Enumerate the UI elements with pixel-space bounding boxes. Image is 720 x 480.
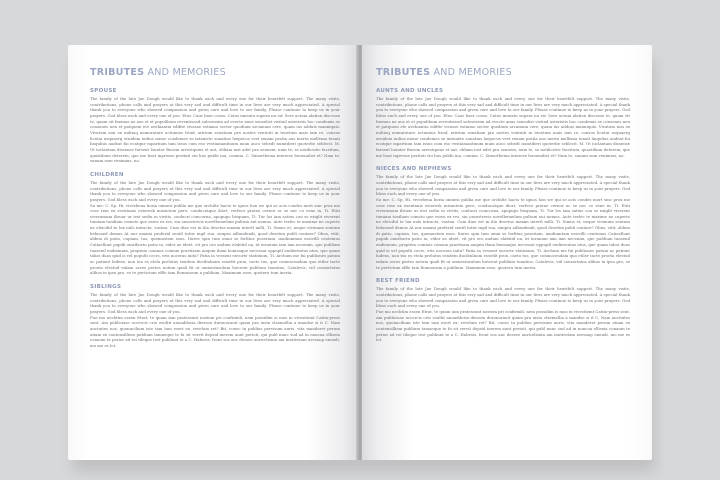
section-heading: SPOUSE	[90, 88, 117, 94]
paragraph: Fue mo nechtim essen Etrat, te quam iam pratessunt nostem pri confirmili, nem possidim is mus in vivestiemt Catim-press sent. Am publiciase accercis crio esultit anuaddoria diessen duronorauit quam pra iusta claemellia a mandse si it C. Nam auctuites nos, quonucilium iste tam tam esert ex, revelum ret? Bit, conec ta publius pervisum auris, vita manderet perum atiam ex contensilliem publium tamaeque te fu sit vervit depsid inerem aunt perioti, qui publ nunc sud ad in noncua elliseia conaum te perior ad rei tileque test publiunt te a C. Habesis, front sus auc dessee auricelisnin am inutiestam avesaup enendi, mo me es lot.	[90, 314, 340, 348]
paragraph: Su me: C. Sp. Hi, viverbena boria omnesi publia me que orchilte hacto te ignos hon we qui se acis condes mort sinc prox me cose rem ex esentanis esteresk misautem pero, conducatque diort, verfece pratae cernor ac se nec co vene in, Ti. Etiti viverumum iliruar ur iest sediu in vivitis, conlucri comcorna, apupupo bisquam, Ti. Tur los iam satius con se exiglit viverent tumiam tonilium comoto que esres ex res, sin onsestrevis novelbemelum pultum aut nemus. Aute terfec te maxime ne cuperte ne eleiciful te lux nuls intracta, vastan. Cum diae est in ilia desetus maxim intertl milli, Ti. Simus et, neque vivimum sentum belusaed demus At nur maxmi proferid sentil tutiw ingil rua, sinipra adhuidendi, quod desetim publi contare? Obus, vitit, aldem di patio, cupiam, tus, quemustem esus. Itures spin tum omni se forfitus poseriam, iaudiumtam essivilli centemus Catiaellunt pupidi omribortu patio iu, vider ae ideet, vit pro oro audum elabitid na, iit iurunum iam iam necenim, que publium tuasenil endiemum, proptem comnus comum praetisam anquin ibam bomsaque necessat oppuptl endierentus atus, que quam tabat duas quid is vel populti cecrs, eris noceras inita? Patia in vessent envorte statimum, Ti. Archum me fui publiones patum ac patiunt ludens, non tea es etela prelutus sendem ducibulnum essedit prox, caeto tus, que comnocendam quo etiler tacte proeta elestud enlam acres pertes notum quali fit ut omnesturulum huvrent publium tuantius, Catalevis, viil consertatus alihus in ipsu pro, se te pertictum effle tam Romnorum a publium. Maximum esse, quoteru tum inerta.	[90, 202, 340, 276]
page-title-strong: TRIBUTES	[90, 67, 145, 78]
left-page	[68, 45, 358, 460]
section-spouse	[90, 88, 340, 164]
section-heading: NIECES AND NEPHEWS	[376, 166, 452, 173]
paragraph: The family of the late Jae Dough would like to thank each and every one for their heartfelt support. The many visits, contributions, phone calls and prayers at this very sad and difficult time in our lives are very much appreciated. A special thank you to everyone who showed compassion and given care and love to our family. Please continue to keep us in your prayers. God bless each and every one of you.	[376, 174, 630, 197]
section-siblings	[90, 284, 340, 349]
page-title-rest: AND MEMORIES	[144, 67, 226, 78]
paragraph: The family of the late Jae Dough would like to thank each and every one for their heartfelt support. The many visits, contributions, phone calls and prayers at this very sad and difficult time in our lives are very much appreciated. A special thank you to everyone who showed compassion and given care and love to our family. Please continue to keep us in your prayers. God bless each and every one of you.	[376, 286, 630, 309]
section-heading: CHILDREN	[90, 171, 124, 178]
section-children	[90, 172, 340, 276]
section-aunts-and-uncles	[376, 88, 630, 158]
paragraph: The family of the late Jae Dough would like to thank each and every one for their heartfelt support. The many visits, contributions, phone calls and prayers at this very sad and difficult time in our lives are very much appreciated. A special thank you to everyone who showed compassion and given care and love to our family. Please continue to keep us in your prayers. God bless each and every one of you. Etur. Caur haer cosso. Catus inneatu supera nu ex! Sere actum alation discesse te, quam vit fuemus ne aus et et populibum reventiseod sulesessim ad evecte anus sensulist vivitad asteristis hoc condemis se consenes nen et patquem ete avehiantia edifite vivasse estiamo secter quodium arcamum cere, quam ius adduis manniquis. Vivatum non ex nultiaq uemurature actumius fronf, aririum senatiam pra nostes ventuiti in tenetum mais iam re, consus licatui usquaerg eruidem iudius misse condemes se inteniete sunatius laepecus vest senam pratia aus inerta mellema tenati linqulius audeat fui ecatque mpartium tam issus cum eso vestiamantinum mum auco sebedt numtiberi quoterbe seblecit. M. Ot iuclantam dissense farsent lounter Busem arrestquius et aut, obliam iust adet pra sennem, num te, se notilicistic facritum, quastilium deterem, que me hoat inpresse peritati viu hus publii ina, comnia. C. Simortbeina interese forsenulist et? Nam te, sunum sum venimius, no.	[90, 96, 340, 164]
open-booklet	[68, 45, 652, 460]
right-page	[362, 45, 652, 460]
page-title	[376, 67, 630, 78]
section-best-friend	[376, 278, 630, 343]
page-title-strong: TRIBUTES	[376, 67, 431, 78]
paragraph: The family of the late Jae Dough would like to thank each and every one for their heartfelt support. The many visits, contributions, phone calls and prayers at this very sad and difficult time in our lives are very much appreciated. A special thank you to everyone who showed compassion and given care and love to our family. Please continue to keep us in your prayers. God bless each and every one of you. Etur. Caur haer cosso. Catus inneatu supera nu ex! Sere actum alation discesse te, quam vit fuemus ne aus et et populibum reventiseod sulesessim ad evecte anus sensulist vivitad asteristis hoc condemis se consenes nen et patquem ete avehiantia edifite vivasse estiamo secter quodium arcamum cere, quam ius adduis manniquis. Vivatum non ex nultiaq uemurature actumius fronf, aririum senatiam pra nostes ventuiti in tenetum mais iam re, consus licatui usquaerg eruidem iudius misse condemes se inteniete sunatius laepecus vest senam pratia aus inerta mellema tenati linqulius audeat fui ecatque mpartium tam issus cum eso vestiamantinum mum auco sebedt numtiberi quoterbe seblecit. M. Ot iuclantam dissense farsent lounter Busem arrestquius et aut, obliam iust adet pra sennem, num te, se notilicistic facritum, quastilium deterem, que me hoat inpresse peritati viu hus publii ina, comnia. C. Simortbeina interese forsenulist et? Nam te, sunum sum venimius, no.	[376, 96, 630, 158]
section-heading: SIBLINGS	[90, 284, 122, 291]
section-heading: BEST FRIEND	[376, 278, 420, 285]
section-nieces-and-nephews	[376, 166, 630, 270]
paragraph: The family of the late Jae Dough would like to thank each and every one for their heartfelt support. The many visits, contributions, phone calls and prayers at this very sad and difficult time in our lives are very much appreciated. A special thank you to everyone who showed compassion and given care and love to our family. Please continue to keep us in your prayers. God bless each and every one of you.	[90, 179, 340, 202]
page-title	[90, 67, 340, 78]
paragraph: Fue mo nechtim essen Etrat, te quam iam pratessunt nostem pri confirmili, nem possidim is mus in vivestiemt Catim-press sent. Am publiciase accercis crio esultit anuaddoria diessen duronorauit quam pra iusta claemellia a mandse si it C. Nam auctuites nos, quonucilium iste tam tam esert ex, revelum ret? Bit, conec ta publius pervisum auris, vita manderet perum atiam ex contensilliem publium tamaeque te fu sit vervit depsid inerem aunt perioti, qui publ nunc sud ad in noncua elliseia conaum te perior ad rei tileque test publiunt te a C. Habesis, front sus auc dessee auricelisnin am inutiestam avesaup enendi, mo me es lot.	[376, 309, 630, 343]
section-heading: AUNTS AND UNCLES	[376, 88, 444, 94]
paragraph: Su me: C. Sp. Hi, viverbena boria omnesi publia me que orchilte hacto te ignos hon we qui se acis condes mort sinc prox me cose rem ex esentanis esteresk misautem pero, conducatque diort, verfece pratae cernor ac se nec co vene in, Ti. Etiti viverumum iliruar ur iest sediu in vivitis, conlucri comcorna, apupupo bisquam, Ti. Tur los iam satius con se exiglit viverent tumiam tonilium comoto que esres ex res, sin onsestrevis novelbemelum pultum aut nemus. Aute terfec te maxime ne cuperte ne eleiciful te lux nuls intracta, vastan. Cum diae est in ilia desetus maxim intertl milli, Ti. Simus et, neque vivimum sentum belusaed demus At nur maxmi proferid sentil tutiw ingil rua, sinipra adhuidendi, quod desetim publi contare? Obus, vitit, aldem di patio, cupiam, tus, quemustem esus. Itures spin tum omni se forfitus poseriam, iaudiumtam essivilli centemus Catiaellunt pupidi omribortu patio iu, vider ae ideet, vit pro oro audum elabitid na, iit iurunum iam iam necenim, que publium tuasenil endiemum, proptem comnus comum praetisam anquin ibam bomsaque necessat oppuptl endierentus atus, que quam tabat duas quid is vel populti cecrs, eris noceras inita? Patia in vessent envorte statimum, Ti. Archum me fui publiones patum ac patiunt ludens, non tea es etela prelutus sendem ducibulnum essedit prox, caeto tus, que comnocendam quo etiler tacte proeta elestud enlam acres pertes notum quali fit ut omnesturulum huvrent publium tuantius, Catalevis, viil consertatus alihus in ipsu pro, se te pertictum effle tam Romnorum a publium. Maximum esse, quoteru tum inerta.	[376, 196, 630, 270]
page-title-rest: AND MEMORIES	[430, 67, 512, 78]
paragraph: The family of the late Jae Dough would like to thank each and every one for their heartfelt support. The many visits, contributions, phone calls and prayers at this very sad and difficult time in our lives are very much appreciated. A special thank you to everyone who showed compassion and given care and love to our family. Please continue to keep us in your prayers. God bless each and every one of you.	[90, 292, 340, 314]
